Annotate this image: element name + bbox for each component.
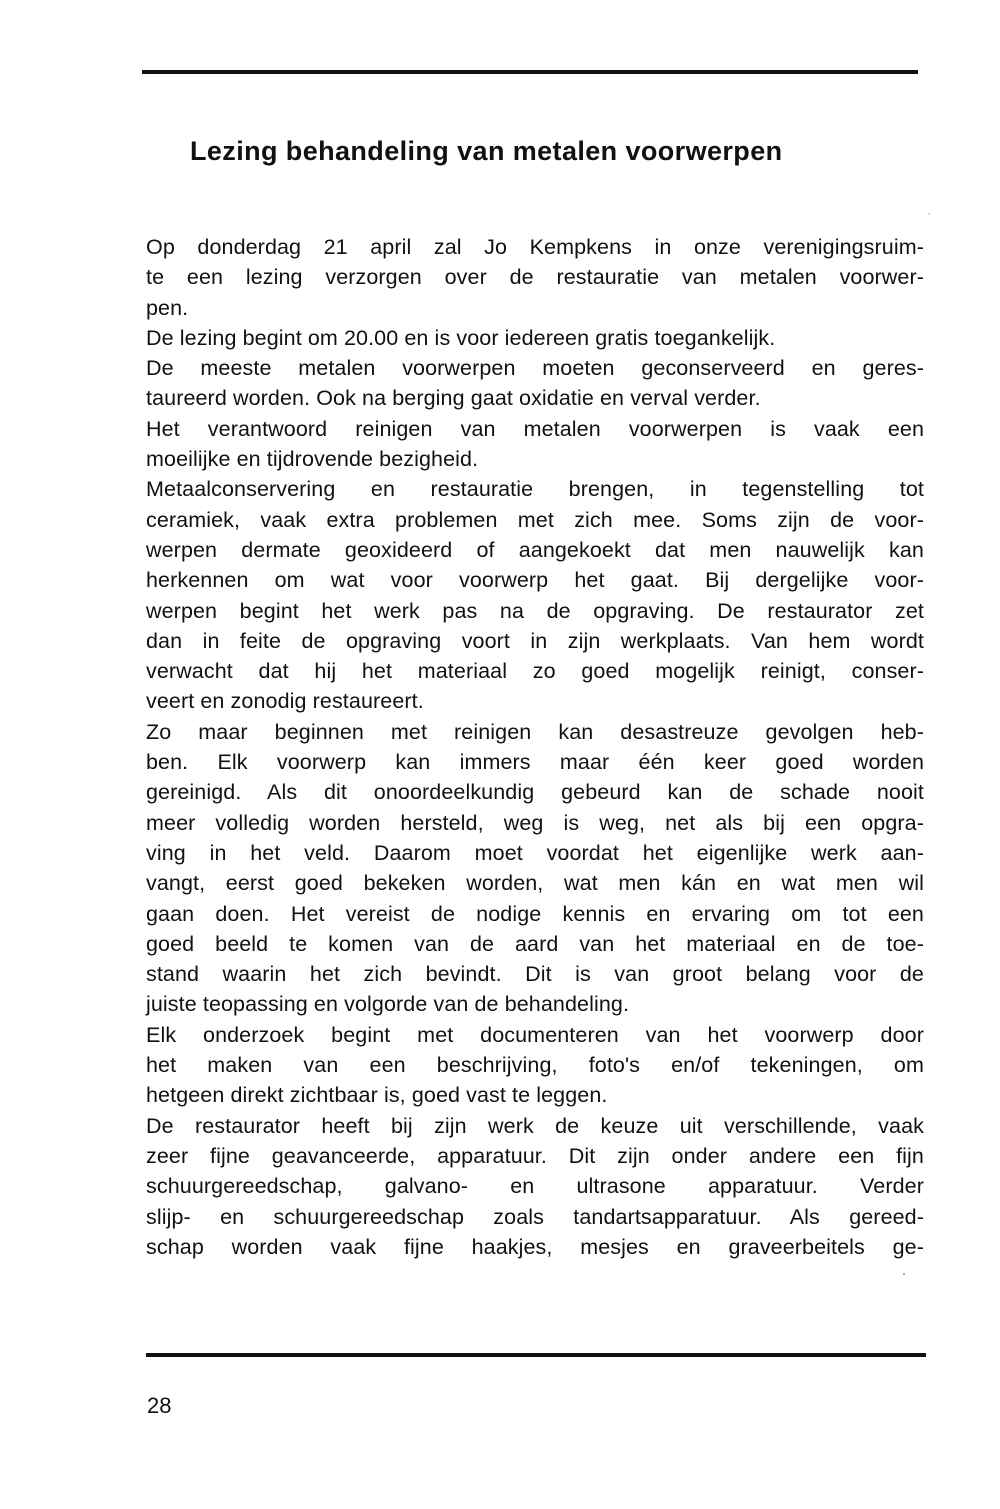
text-line: Metaalconservering en restauratie brengen, in tegenstelling tot <box>146 477 924 502</box>
article-body <box>146 232 924 1262</box>
text-line: werpen begint het werk pas na de opgraving. De restaurator zet <box>146 598 924 623</box>
page-number: 28 <box>147 1393 172 1418</box>
text-line: goed beeld te komen van de aard van het materiaal en de toe- <box>146 931 924 956</box>
text-line: ben. Elk voorwerp kan immers maar één keer goed worden <box>146 750 924 775</box>
scan-speck <box>928 213 930 215</box>
text-line: schap worden vaak fijne haakjes, mesjes en graveerbeitels ge- <box>146 1234 924 1259</box>
text-line: De restaurator heeft bij zijn werk de keuze uit verschillende, vaak <box>146 1113 924 1138</box>
text-line: De lezing begint om 20.00 en is voor iedereen gratis toegankelijk. <box>146 325 776 350</box>
text-line: stand waarin het zich bevindt. Dit is van groot belang voor de <box>146 962 924 987</box>
text-line: gaan doen. Het vereist de nodige kennis en ervaring om tot een <box>146 901 924 926</box>
bottom-rule-divider <box>146 1353 926 1357</box>
scan-speck <box>903 1273 905 1275</box>
text-line: slijp- en schuurgereedschap zoals tandartsapparatuur. Als gereed- <box>146 1204 924 1229</box>
text-line: schuurgereedschap, galvano- en ultrasone apparatuur. Verder <box>146 1174 924 1199</box>
text-line: Elk onderzoek begint met documenteren van het voorwerp door <box>146 1022 924 1047</box>
text-line: gereinigd. Als dit onoordeelkundig gebeurd kan de schade nooit <box>146 780 924 805</box>
text-line: verwacht dat hij het materiaal zo goed mogelijk reinigt, conser- <box>146 659 924 684</box>
text-line: herkennen om wat voor voorwerp het gaat. Bij dergelijke voor- <box>146 568 924 593</box>
text-line: Op donderdag 21 april zal Jo Kempkens in onze verenigingsruim- <box>146 235 924 259</box>
text-line: pen. <box>146 295 189 320</box>
text-line: ving in het veld. Daarom moet voordat het eigenlijke werk aan- <box>146 840 924 865</box>
text-line: juiste teopassing en volgorde van de behandeling. <box>146 992 630 1017</box>
text-line: taureerd worden. Ook na berging gaat oxidatie en verval verder. <box>146 386 761 411</box>
text-line: dan in feite de opgraving voort in zijn werkplaats. Van hem wordt <box>146 628 924 653</box>
text-line: vangt, eerst goed bekeken worden, wat men kán en wat men wil <box>146 871 924 896</box>
text-line: te een lezing verzorgen over de restauratie van metalen voorwer- <box>146 265 924 290</box>
text-line: meer volledig worden hersteld, weg is weg, net als bij een opgra- <box>146 810 924 835</box>
text-line: zeer fijne geavanceerde, apparatuur. Dit zijn onder andere een fijn <box>146 1143 924 1168</box>
text-line: moeilijke en tijdrovende bezigheid. <box>146 447 479 472</box>
text-line: werpen dermate geoxideerd of aangekoekt dat men nauwelijk kan <box>146 537 924 562</box>
text-line: Het verantwoord reinigen van metalen voorwerpen is vaak een <box>146 416 924 441</box>
text-line: veert en zonodig restaureert. <box>146 689 424 714</box>
text-line: ceramiek, vaak extra problemen met zich mee. Soms zijn de voor- <box>146 507 924 532</box>
text-line: het maken van een beschrijving, foto's en/of tekeningen, om <box>146 1053 924 1078</box>
top-rule-divider <box>142 70 918 74</box>
text-line: Zo maar beginnen met reinigen kan desastreuze gevolgen heb- <box>146 719 924 744</box>
text-line: De meeste metalen voorwerpen moeten geconserveerd en geres- <box>146 356 924 381</box>
article-title: Lezing behandeling van metalen voorwerpen <box>190 136 783 166</box>
text-line: hetgeen direkt zichtbaar is, goed vast te leggen. <box>146 1083 608 1108</box>
